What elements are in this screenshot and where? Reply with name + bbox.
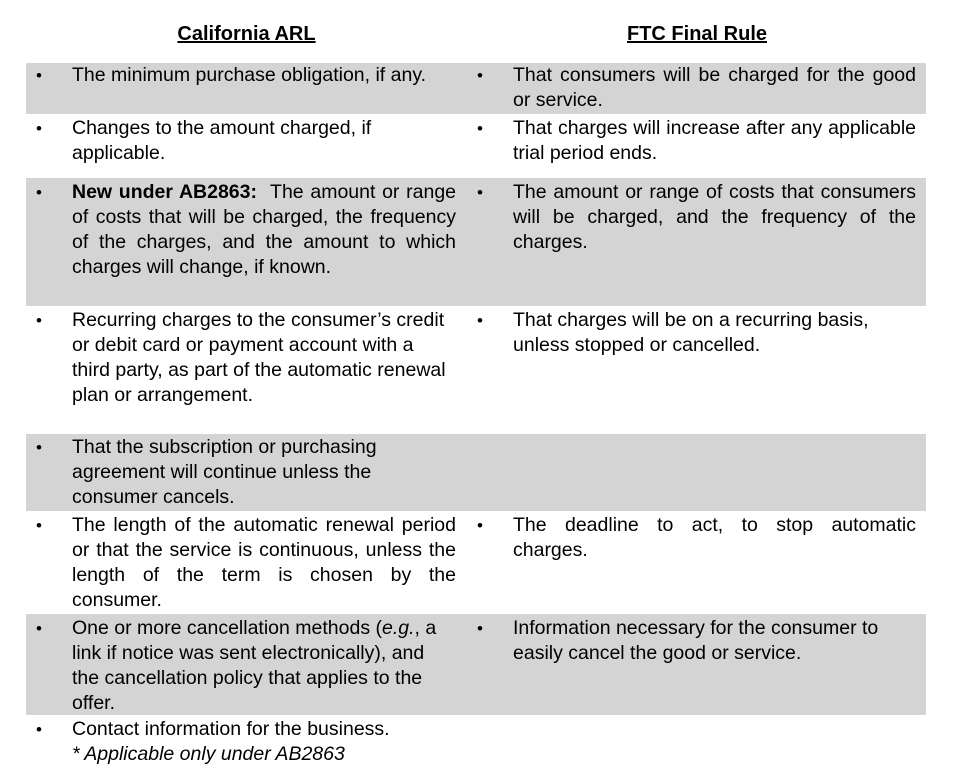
table-row: [26, 434, 926, 511]
table-row: [26, 63, 926, 114]
bullet-icon: •: [36, 183, 42, 202]
bullet-icon: •: [36, 66, 42, 85]
column-header-california-arl: California ARL: [177, 23, 316, 45]
table-row: [26, 512, 926, 613]
contact-info-text: Contact information for the business.: [72, 718, 390, 740]
table-row: [26, 614, 926, 715]
bullet-icon: •: [477, 516, 483, 535]
right-cell-text: That charges will be on a recurring basis, unless stopped or cancelled.: [513, 309, 869, 356]
applicability-note: * Applicable only under AB2863: [72, 743, 345, 765]
bullet-icon: •: [36, 619, 42, 638]
new-under-label: New under AB2863:: [72, 181, 257, 203]
table-row: [26, 716, 926, 776]
bullet-icon: •: [36, 720, 42, 739]
left-cell-text-a: One or more cancellation methods (: [72, 617, 382, 639]
bullet-icon: •: [36, 119, 42, 138]
bullet-icon: •: [477, 183, 483, 202]
left-cell-text: That the subscription or purchasing agreement will continue unless the consumer cancels.: [72, 436, 377, 508]
bullet-icon: •: [36, 516, 42, 535]
bullet-icon: •: [477, 119, 483, 138]
table-row: [26, 178, 926, 306]
right-cell-text: That consumers will be charged for the good or service.: [513, 64, 916, 111]
bullet-icon: •: [477, 311, 483, 330]
bullet-icon: •: [36, 311, 42, 330]
right-cell-text: That charges will increase after any applicable trial period ends.: [513, 117, 916, 164]
right-cell-text: The deadline to act, to stop automatic charges.: [513, 514, 916, 561]
left-cell-body: The amount or range of costs that will be charged, the frequency of the charges, and the amount to which charges will change, if known.: [72, 181, 457, 278]
bullet-icon: •: [477, 66, 483, 85]
left-cell-text: [72, 180, 456, 280]
column-header-ftc-final-rule: FTC Final Rule: [627, 23, 767, 45]
left-cell-text: [72, 616, 456, 716]
eg-italic: e.g.: [381, 617, 415, 639]
table-row: [26, 116, 926, 177]
left-cell-text: The minimum purchase obligation, if any.: [72, 64, 427, 86]
left-cell-text: Recurring charges to the consumer’s credit or debit card or payment account with a third party, as part of the automatic renewal plan or arrangement.: [72, 309, 446, 406]
right-cell-text: Information necessary for the consumer to easily cancel the good or service.: [513, 617, 879, 664]
left-cell-text: The length of the automatic renewal period or that the service is continuous, unless the length of the term is chosen by the consumer.: [72, 514, 456, 611]
table-row: [26, 307, 926, 433]
right-cell-text: The amount or range of costs that consumers will be charged, and the frequency of the charges.: [513, 181, 916, 253]
bullet-icon: •: [477, 619, 483, 638]
bullet-icon: •: [36, 438, 42, 457]
left-cell-text: [72, 717, 456, 767]
left-cell-text-b: , a link if notice was sent electronically), and the cancellation policy that applies to the offer.: [72, 617, 437, 714]
left-cell-text: Changes to the amount charged, if applicable.: [72, 117, 372, 164]
